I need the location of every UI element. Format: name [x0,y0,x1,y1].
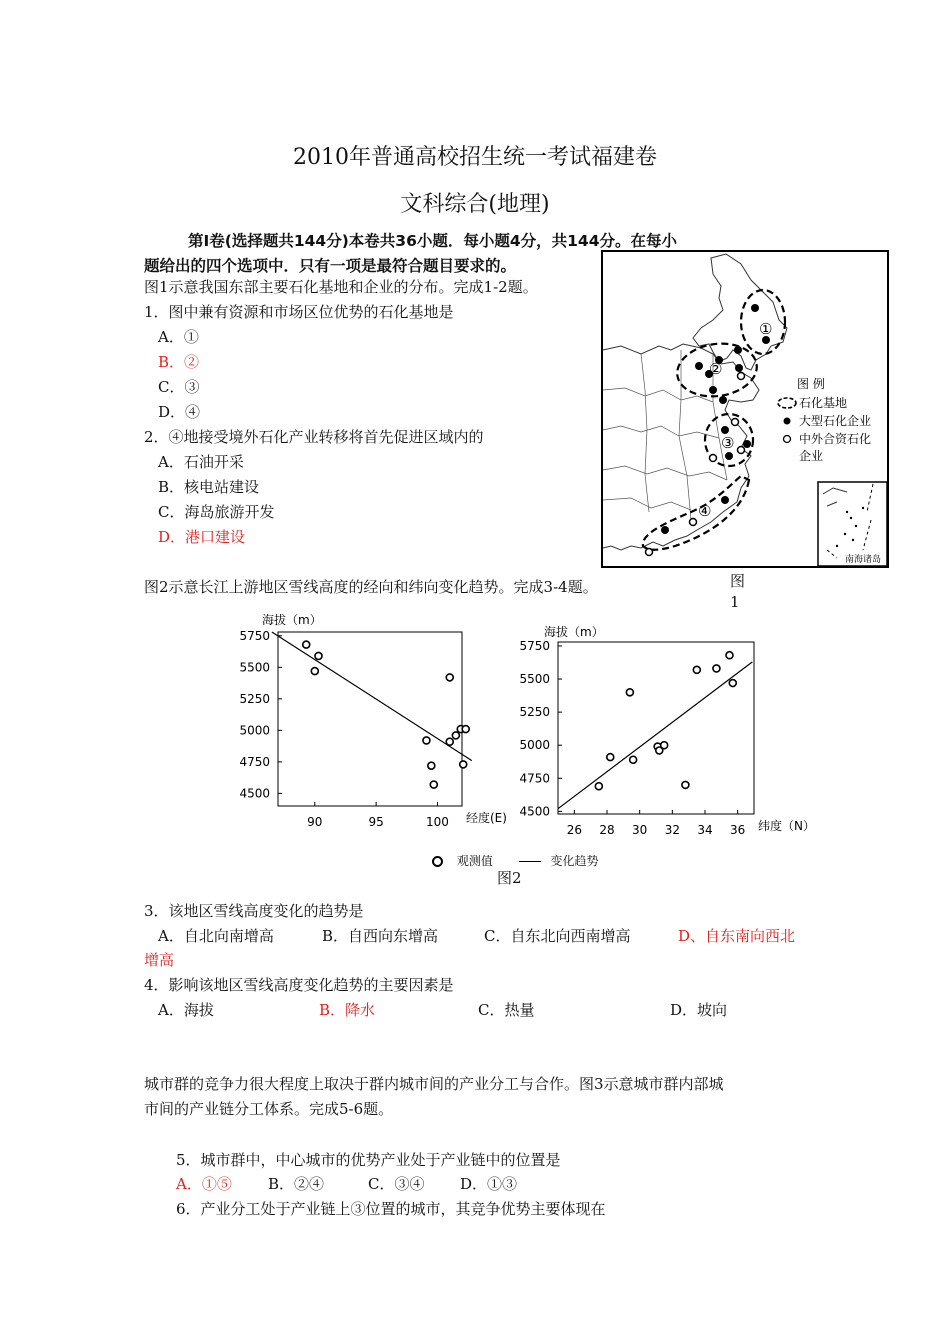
data-point [460,761,467,768]
data-point [315,652,322,659]
y-tick-label: 4750 [239,754,270,769]
q6-stem: 6．产业分工处于产业链上③位置的城市，其竞争优势主要体现在 [176,1200,606,1218]
fig2-charts [228,612,828,870]
data-point [428,762,435,769]
data-point [452,732,459,739]
data-point [630,756,637,763]
map-legend-jv: 中外合资石化 [799,432,872,446]
latitude-chart [519,624,815,837]
q2-option-c: C．海岛旅游开发 [158,503,275,521]
map-legend-large: 大型石化企业 [799,414,872,428]
data-point [303,641,310,648]
instructions-line-2: 题给出的四个选项中．只有一项是最符合题目要求的。 [144,257,517,275]
q4-option-a: A．海拔 [158,1001,214,1019]
q5-option-b: B．②④ [268,1175,325,1193]
data-point [693,666,700,673]
y-tick-label: 5750 [519,638,550,653]
q3-option-b: B．自西向东增高 [322,927,439,945]
q3-option-a: A．自北向南增高 [158,927,274,945]
fig2-caption: 图2 [497,869,522,887]
map-inset-label: 南海诸岛 [845,555,882,565]
legend-trend-label: 变化趋势 [550,854,599,868]
q4-stem: 4．影响该地区雪线高度变化趋势的主要因素是 [144,976,454,994]
y-tick-label: 5000 [519,738,550,753]
y-axis-label: 海拔（m） [544,625,604,639]
fig1-caption-1: 图 [730,572,746,590]
q5-option-d: D．①③ [460,1175,518,1193]
map-marker-3: ③ [721,434,735,452]
x-tick-label: 30 [632,823,648,837]
y-axis-label: 海拔（m） [262,613,322,627]
y-tick-label: 5500 [239,660,270,675]
q5-option-c: C．③④ [368,1175,425,1193]
x-axis-label: 纬度（N） [758,819,815,833]
data-point [423,737,430,744]
instructions-line-1: 第Ⅰ卷(选择题共144分)本卷共36小题．每小题4分，共144分。在每小 [188,232,678,250]
fig1-caption-2: 1 [730,593,740,611]
x-tick-label: 95 [368,815,384,829]
data-point [729,680,736,687]
y-tick-label: 5250 [519,705,550,720]
q1-option-b: B．② [158,353,200,371]
y-tick-label: 5250 [239,691,270,706]
q2-option-d: D．港口建设 [158,528,246,546]
map-legend-jv-2: 企业 [799,449,824,463]
q1-option-c: C．③ [158,378,200,396]
q4-option-d: D．坡向 [670,1001,728,1019]
map-marker-4: ④ [698,502,712,520]
map-marker-1: ① [759,320,773,338]
legend-trend-symbol [519,861,541,862]
x-tick-label: 28 [599,823,615,837]
q1-option-a: A．① [158,328,199,346]
y-tick-label: 5000 [239,723,270,738]
data-point [446,738,453,745]
map-inset [818,482,887,566]
q4-option-b: B．降水 [319,1001,376,1019]
fig3-intro-line-1: 城市群的竞争力很大程度上取决于群内城市间的产业分工与合作。图3示意城市群内部城 [144,1075,724,1093]
y-tick-label: 5500 [519,672,550,687]
trend-line [272,632,472,761]
q5-stem: 5．城市群中，中心城市的优势产业处于产业链中的位置是 [176,1151,561,1169]
x-tick-label: 100 [426,815,449,829]
legend-jv-symbol [784,436,791,443]
map-legend-base: 石化基地 [799,396,848,410]
y-tick-label: 4500 [519,804,550,819]
x-axis-label: 经度(E) [466,811,507,825]
fig1-map [601,250,889,568]
data-point [446,674,453,681]
page-title: 2010年普通高校招生统一考试福建卷 [293,145,657,170]
legend-observed-symbol [432,856,443,867]
map-marker-2: ② [709,360,723,378]
fig3-intro-line-2: 市间的产业链分工体系。完成5-6题。 [144,1100,394,1118]
y-tick-label: 5750 [239,628,270,643]
data-point [430,781,437,788]
data-point [595,783,602,790]
legend-large-symbol [784,418,791,425]
q4-option-c: C．热量 [478,1001,535,1019]
trend-line [558,662,752,809]
x-tick-label: 36 [730,823,746,837]
x-tick-label: 32 [664,823,680,837]
x-tick-label: 90 [307,815,323,829]
data-point [462,726,469,733]
plot-frame [558,642,754,814]
map-legend-title: 图 例 [797,377,825,391]
y-tick-label: 4500 [239,786,270,801]
x-tick-label: 26 [566,823,582,837]
q1-stem: 1．图中兼有资源和市场区位优势的石化基地是 [144,303,454,321]
q5-option-a: A．①⑤ [176,1175,232,1193]
fig1-intro: 图1示意我国东部主要石化基地和企业的分布。完成1-2题。 [144,278,538,296]
q3-option-d-cont: 增高 [144,951,175,969]
data-point [626,689,633,696]
q2-stem: 2．④地接受境外石化产业转移将首先促进区域内的 [144,428,484,446]
fig2-intro: 图2示意长江上游地区雪线高度的经向和纬向变化趋势。完成3-4题。 [144,578,598,596]
y-tick-label: 4750 [519,771,550,786]
q3-stem: 3．该地区雪线高度变化的趋势是 [144,902,364,920]
legend-observed-label: 观测值 [456,854,493,868]
q2-option-a: A．石油开采 [158,453,244,471]
data-point [607,754,614,761]
data-point [682,781,689,788]
x-tick-label: 34 [697,823,713,837]
longitude-chart [239,612,507,829]
q2-option-b: B．核电站建设 [158,478,260,496]
data-point [661,742,668,749]
data-point [713,665,720,672]
q3-option-c: C．自东北向西南增高 [484,927,631,945]
data-point [311,668,318,675]
q1-option-d: D．④ [158,403,201,421]
data-point [726,652,733,659]
plot-frame [278,632,462,806]
page-subtitle: 文科综合(地理) [400,192,550,217]
q3-option-d: D、自东南向西北 [678,927,796,945]
